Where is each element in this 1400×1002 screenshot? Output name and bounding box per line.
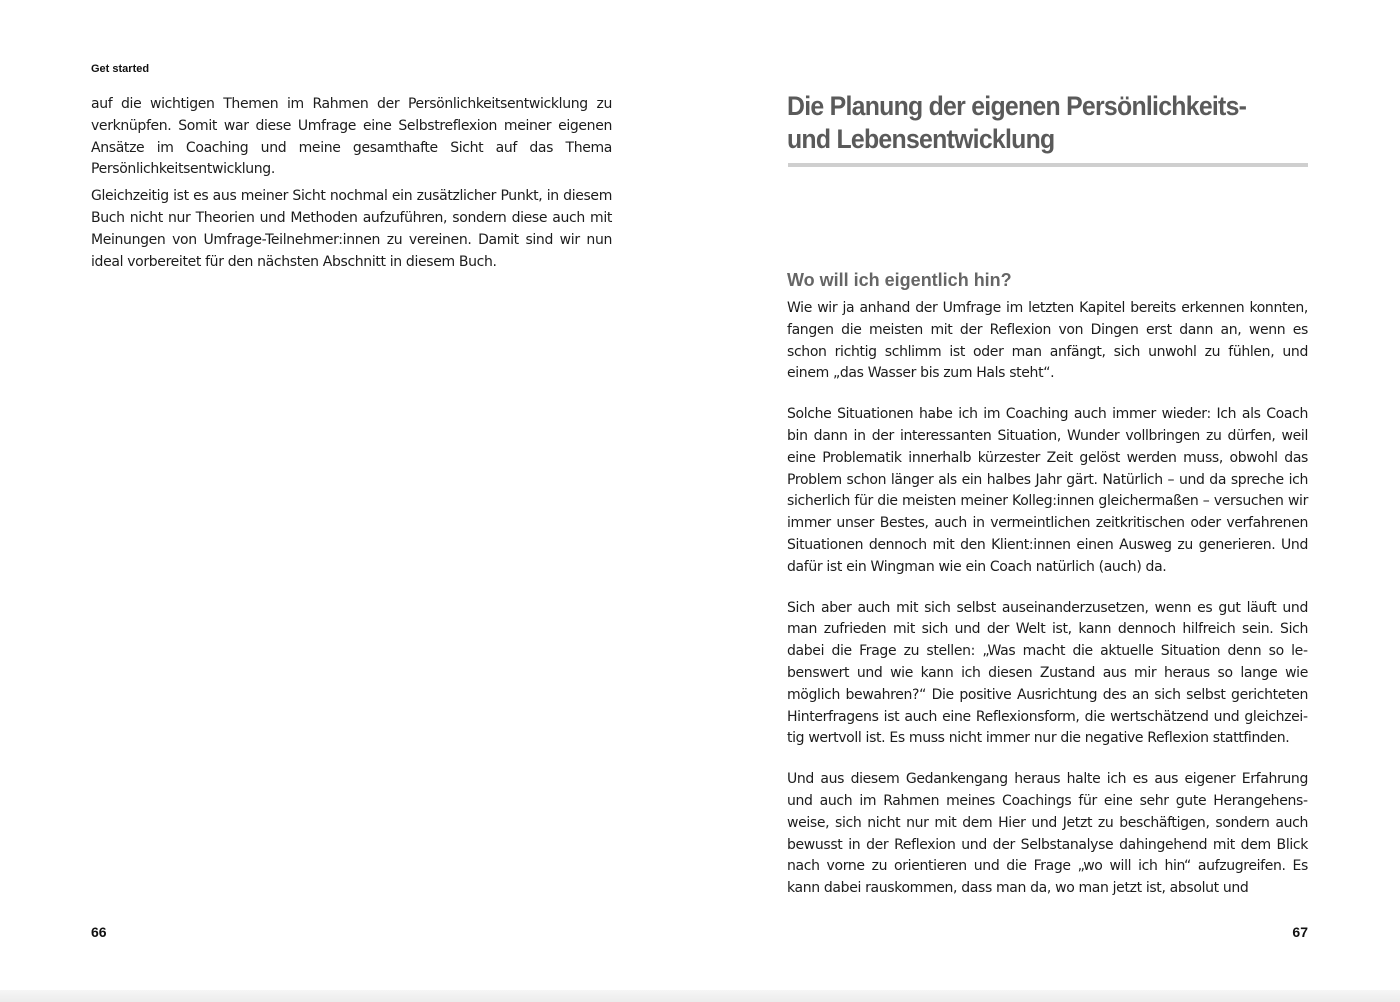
right-page (700, 0, 1400, 990)
page-number: 67 (1292, 924, 1308, 940)
running-head: Get started (91, 63, 150, 75)
chapter-title-rule (788, 163, 1308, 167)
paragraph: Solche Situationen habe ich im Coaching auch immer wieder: Ich als Coach bin dann in der interessanten Situation, Wunder vollbringen zu dürfen, weil eine Problematik innerhalb kürzester Zeit gelöst werden muss, obwohl das Problem schon länger als ein halbes Jahr gärt. Natürlich – und da spreche ich sicherlich für die meisten meiner Kolleg:innen gleichermaßen – versuchen wir immer unser Bestes, auch in vermeintlichen zeitkritischen oder verfahrenen Situationen dennoch mit den Klient:innen einen Ausweg zu generieren. Und dafür ist ein Wingman wie ein Coach natürlich (auch) da. (787, 406, 1308, 575)
paragraph: Wie wir ja anhand der Umfrage im letzten Kapitel bereits erkennen konnten, fangen die meisten mit der Reflexion von Dingen erst dann an, wenn es schon richtig schlimm ist oder man anfängt, sich unwohl zu fühlen, und einem „das Wasser bis zum Hals steht“. (787, 300, 1308, 382)
left-page (0, 0, 700, 990)
chapter-title-line-1: Die Planung der eigenen Persönlichkeits- (787, 91, 1247, 121)
paragraph: Sich aber auch mit sich selbst auseinanderzusetzen, wenn es gut läuft und man zufrieden mit sich und der Welt ist, kann dennoch hilfreich sein. Sich dabei die Frage zu stellen: „Was macht die aktuelle Situation denn so lebenswert und wie kann ich diesen Zustand aus mir heraus so lange wie möglich bewahren?“ Die positive Ausrichtung des an sich selbst gerichteten Hinterfragens ist auch eine Reflexionsform, die wertschätzend und gleichzeitig wertvoll ist. Es muss nicht immer nur die negative Reflexion stattfinden. (787, 599, 1308, 747)
page-bottom-edge (0, 990, 1400, 1002)
page-number: 66 (91, 924, 107, 940)
right-body-text (787, 298, 1308, 900)
chapter-title-line-2: und Lebensentwicklung (787, 124, 1055, 154)
chapter-title (787, 90, 1275, 156)
left-body-text (91, 94, 612, 278)
paragraph: Gleichzeitig ist es aus meiner Sicht nochmal ein zusätzlicher Punkt, in diesem Buch nicht nur Theorien und Methoden aufzuführen, sondern diese auch mit Meinungen von Umfrage-Teilnehmer:innen zu vereinen. Damit sind wir nun ideal vorbereitet für den nächsten Abschnitt in diesem Buch. (91, 188, 612, 270)
section-heading: Wo will ich eigentlich hin? (787, 270, 1012, 290)
paragraph: Und aus diesem Gedankengang heraus halte ich es aus eigener Erfahrung und auch im Rahmen meines Coachings für eine sehr gute Herangehensweise, sich nicht nur mit dem Hier und Jetzt zu beschäftigen, sondern auch bewusst in der Reflexion und der Selbstanalyse dahingehend mit dem Blick nach vorne zu orientieren und die Frage „wo will ich hin“ aufzugreifen. Es kann dabei rauskommen, dass man da, wo man jetzt ist, absolut und (787, 771, 1308, 897)
paragraph: auf die wichtigen Themen im Rahmen der Persönlichkeitsentwicklung zu verknüpfen. Somit war diese Umfrage eine Selbstreflexion meiner eigenen Ansätze im Coaching und meine gesamthafte Sicht auf das Thema Persönlichkeitsentwicklung. (91, 96, 612, 178)
